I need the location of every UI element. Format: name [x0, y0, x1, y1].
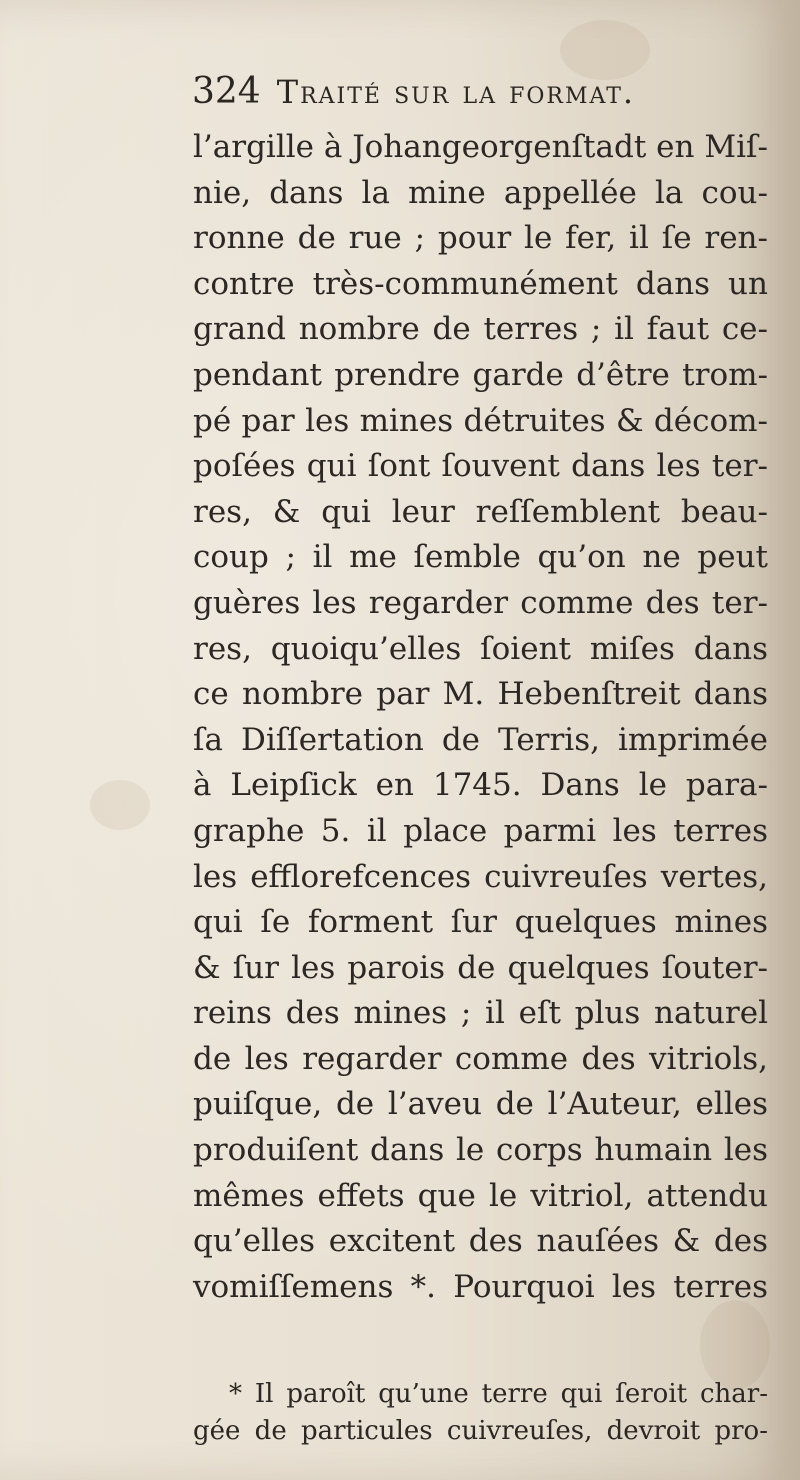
text-line: produiſent dans le corps humain les [193, 1132, 768, 1169]
text-line: contre très-communément dans un [193, 265, 768, 302]
text-line: pé par les mines détruites & décom- [193, 402, 768, 439]
footnote-line: gée de particules cuivreuſes, devroit pro- [193, 1416, 768, 1446]
text-line: qui ſe forment ſur quelques mines [193, 904, 768, 941]
footnote [193, 1376, 768, 1450]
text-line: grand nombre de terres ; il faut ce- [193, 311, 768, 348]
text-line: res, quoiqu’elles ſoient miſes dans [193, 630, 768, 667]
text-line: nie, dans la mine appellée la cou- [193, 174, 768, 211]
text-line: ſa Diſſertation de Terris, imprimée [193, 721, 768, 758]
running-title: Traité sur la format. [276, 73, 636, 111]
text-line: pendant prendre garde d’être trom- [193, 356, 768, 393]
body-text [193, 125, 768, 1310]
text-line: l’argille à Johangeorgenſtadt en Miſ- [193, 129, 768, 165]
text-line: ronne de rue ; pour le fer, il ſe ren- [193, 220, 768, 257]
paper-stain [560, 20, 650, 80]
text-line: de les regarder comme des vitriols, [193, 1040, 768, 1077]
text-line: à Leipſick en 1745. Dans le para- [193, 767, 768, 804]
text-line: qu’elles excitent des nauſées & des [193, 1223, 768, 1260]
text-line: ce nombre par M. Hebenſtreit dans [193, 676, 768, 713]
running-head [192, 72, 635, 112]
text-line: reins des mines ; il eſt plus naturel [193, 995, 768, 1032]
paper-stain [90, 780, 150, 830]
text-line: coup ; il me ſemble qu’on ne peut [193, 539, 768, 576]
footnote-line: * Il paroît qu’une terre qui ſeroit char- [229, 1379, 768, 1409]
text-line: graphe 5. il place parmi les terres [193, 812, 768, 849]
text-line: guères les regarder comme des ter- [193, 584, 768, 621]
text-line: mêmes effets que le vitriol, attendu [193, 1177, 768, 1214]
text-line: les efflorefcences cuivreuſes vertes, [193, 858, 768, 895]
text-line: vomiſſemens *. Pourquoi les terres [193, 1268, 768, 1305]
page-number: 324 [192, 71, 261, 112]
text-line: puiſque, de l’aveu de l’Auteur, elles [193, 1086, 768, 1123]
text-line: & ſur les parois de quelques ſouter- [193, 949, 768, 986]
text-line: res, & qui leur reſſemblent beau- [193, 493, 768, 530]
text-line: poſées qui ſont ſouvent dans les ter- [193, 448, 768, 485]
